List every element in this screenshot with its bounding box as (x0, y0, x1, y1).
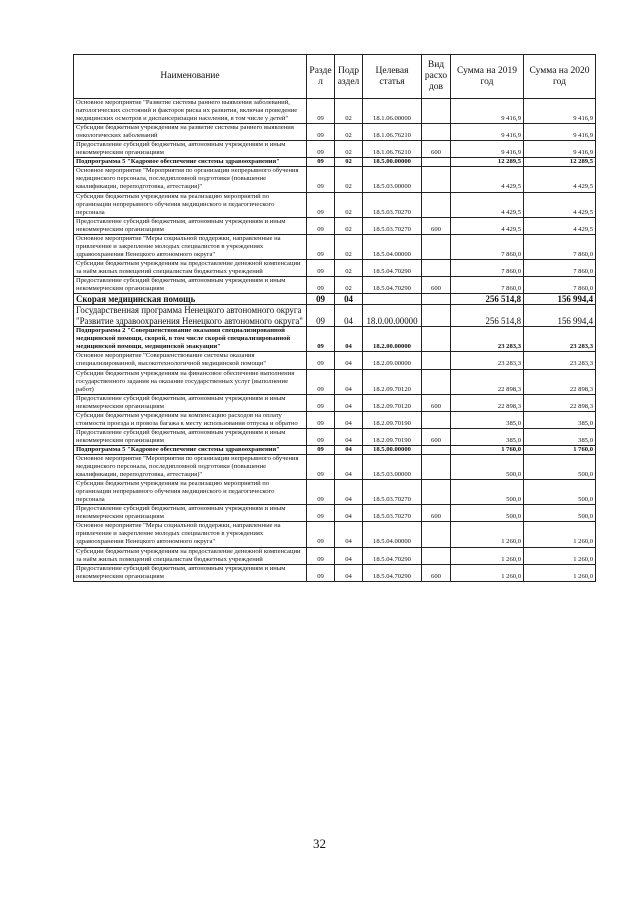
table-row (74, 564, 596, 581)
cell-razdel: 09 (307, 217, 335, 234)
cell-target-article: 18.2.09.00000 (363, 352, 422, 369)
table-row (74, 522, 596, 547)
cell-sum-2019: 12 289,5 (451, 158, 524, 167)
cell-podrazdel: 02 (335, 99, 363, 124)
cell-sum-2020: 385,0 (524, 411, 596, 428)
cell-expense-type (422, 352, 451, 369)
cell-podrazdel: 02 (335, 158, 363, 167)
cell-expense-type (422, 192, 451, 217)
cell-target-article: 18.5.03.70270 (363, 505, 422, 522)
cell-podrazdel: 02 (335, 259, 363, 276)
header-razdel: Разде л (307, 55, 335, 99)
cell-sum-2020: 9 416,9 (524, 99, 596, 124)
cell-razdel: 09 (307, 505, 335, 522)
table-row (74, 124, 596, 141)
cell-name: Предоставление субсидий бюджетным, автономным учреждениям и иным некоммерческим организациям (74, 428, 307, 445)
cell-razdel: 09 (307, 455, 335, 480)
cell-name: Субсидии бюджетным учреждениям на реализацию мероприятий по организации непрерывного обучения медицинского и педагогического персонала (74, 480, 307, 505)
cell-sum-2020: 500,0 (524, 455, 596, 480)
cell-podrazdel: 04 (335, 445, 363, 454)
cell-sum-2020: 22 898,3 (524, 394, 596, 411)
table-row (74, 369, 596, 394)
cell-podrazdel: 02 (335, 141, 363, 158)
cell-sum-2020: 500,0 (524, 480, 596, 505)
cell-sum-2020: 23 283,3 (524, 352, 596, 369)
cell-sum-2019: 385,0 (451, 411, 524, 428)
cell-target-article: 18.5.04.70290 (363, 547, 422, 564)
cell-expense-type (422, 167, 451, 192)
table-header-row (74, 55, 596, 99)
cell-name: Государственная программа Ненецкого автономного округа "Развитие здравоохранения Ненецкого автономного округа" (74, 305, 307, 327)
table-row (74, 352, 596, 369)
cell-sum-2019: 500,0 (451, 455, 524, 480)
cell-razdel: 09 (307, 480, 335, 505)
table-row (74, 158, 596, 167)
cell-target-article: 18.5.00.00000 (363, 445, 422, 454)
cell-razdel: 09 (307, 141, 335, 158)
cell-expense-type (422, 522, 451, 547)
cell-sum-2019: 23 283,3 (451, 327, 524, 352)
cell-name: Основное мероприятие "Совершенствование системы оказания специализированной, высокотехнологичной медицинской помощи" (74, 352, 307, 369)
cell-name: Основное мероприятие "Мероприятия по организации непрерывного обучения медицинского персонала, последипломной подготовки (повышение квалификации, переподготовка, аттестация)" (74, 455, 307, 480)
cell-expense-type (422, 327, 451, 352)
cell-name: Субсидии бюджетным учреждениям на компенсацию расходов на оплату стоимости проезда и провоза багажа к месту использования отпуска и обратно (74, 411, 307, 428)
cell-sum-2020: 500,0 (524, 505, 596, 522)
cell-sum-2020: 385,0 (524, 428, 596, 445)
cell-podrazdel: 04 (335, 480, 363, 505)
cell-razdel: 09 (307, 352, 335, 369)
cell-podrazdel: 02 (335, 192, 363, 217)
cell-podrazdel: 04 (335, 428, 363, 445)
cell-name: Скорая медицинская помощь (74, 294, 307, 305)
cell-sum-2020: 156 994,4 (524, 305, 596, 327)
cell-expense-type: 600 (422, 564, 451, 581)
cell-podrazdel: 04 (335, 411, 363, 428)
cell-razdel: 09 (307, 327, 335, 352)
cell-expense-type (422, 259, 451, 276)
cell-name: Субсидии бюджетным учреждениям на реализацию мероприятий по организации непрерывного обучения медицинского и педагогического персонала (74, 192, 307, 217)
cell-razdel: 09 (307, 369, 335, 394)
cell-podrazdel: 04 (335, 547, 363, 564)
table-row (74, 234, 596, 259)
cell-expense-type: 600 (422, 428, 451, 445)
cell-target-article: 18.5.00.00000 (363, 158, 422, 167)
cell-expense-type (422, 305, 451, 327)
cell-sum-2019: 22 898,3 (451, 369, 524, 394)
cell-name: Подпрограмма 2 "Совершенствование оказания специализированной медицинской помощи, скорой, в том числе скорой специализированной медицинской помощи, медицинской эвакуации" (74, 327, 307, 352)
cell-expense-type (422, 547, 451, 564)
cell-name: Основное мероприятие "Развитие системы раннего выявления заболеваний, патологических состояний и факторов риска их развития, включая проведение медицинских осмотров и диспансеризации населения, в том числе у детей" (74, 99, 307, 124)
table-row (74, 192, 596, 217)
cell-razdel: 09 (307, 445, 335, 454)
cell-sum-2019: 1 260,0 (451, 522, 524, 547)
header-expense-type: Вид расхо дов (422, 55, 451, 99)
cell-razdel: 09 (307, 276, 335, 293)
cell-sum-2019: 7 860,0 (451, 276, 524, 293)
cell-expense-type (422, 369, 451, 394)
table-row (74, 455, 596, 480)
cell-expense-type (422, 455, 451, 480)
table-row (74, 394, 596, 411)
cell-sum-2019: 4 429,5 (451, 167, 524, 192)
cell-expense-type (422, 158, 451, 167)
cell-name: Основное мероприятие "Меры социальной поддержки, направленные на привлечение и закрепление молодых специалистов в учреждениях здравоохранения Ненецкого автономного округа" (74, 522, 307, 547)
budget-table (73, 54, 596, 582)
cell-name: Предоставление субсидий бюджетным, автономным учреждениям и иным некоммерческим организациям (74, 276, 307, 293)
cell-target-article: 18.5.04.70290 (363, 564, 422, 581)
table-row (74, 167, 596, 192)
cell-target-article (363, 294, 422, 305)
cell-target-article: 18.2.00.00000 (363, 327, 422, 352)
cell-razdel: 09 (307, 294, 335, 305)
cell-podrazdel: 04 (335, 564, 363, 581)
cell-target-article: 18.2.09.70190 (363, 411, 422, 428)
cell-sum-2019: 500,0 (451, 480, 524, 505)
cell-podrazdel: 04 (335, 369, 363, 394)
cell-razdel: 09 (307, 192, 335, 217)
cell-podrazdel: 02 (335, 124, 363, 141)
cell-expense-type: 600 (422, 505, 451, 522)
cell-razdel: 09 (307, 428, 335, 445)
cell-name: Предоставление субсидий бюджетным, автономным учреждениям и иным некоммерческим организациям (74, 505, 307, 522)
cell-podrazdel: 02 (335, 276, 363, 293)
cell-sum-2019: 9 416,9 (451, 124, 524, 141)
cell-target-article: 18.1.06.76210 (363, 124, 422, 141)
cell-name: Предоставление субсидий бюджетным, автономным учреждениям и иным некоммерческим организациям (74, 217, 307, 234)
cell-name: Субсидии бюджетным учреждениям на развитие системы раннего выявления онкологических заболеваний (74, 124, 307, 141)
cell-expense-type: 600 (422, 217, 451, 234)
cell-razdel: 09 (307, 234, 335, 259)
cell-sum-2020: 1 260,0 (524, 547, 596, 564)
cell-sum-2019: 9 416,9 (451, 141, 524, 158)
table-row (74, 99, 596, 124)
cell-name: Подпрограмма 5 "Кадровое обеспечение системы здравоохранения" (74, 158, 307, 167)
cell-podrazdel: 04 (335, 522, 363, 547)
cell-razdel: 09 (307, 522, 335, 547)
cell-target-article: 18.5.04.70290 (363, 259, 422, 276)
cell-expense-type: 600 (422, 394, 451, 411)
budget-table-sheet (73, 54, 595, 582)
table-row (74, 305, 596, 327)
cell-razdel: 09 (307, 305, 335, 327)
cell-target-article: 18.2.09.70120 (363, 394, 422, 411)
cell-name: Предоставление субсидий бюджетным, автономным учреждениям и иным некоммерческим организациям (74, 564, 307, 581)
table-row (74, 294, 596, 305)
cell-razdel: 09 (307, 394, 335, 411)
table-row (74, 547, 596, 564)
cell-target-article: 18.0.00.00000 (363, 305, 422, 327)
cell-podrazdel: 02 (335, 234, 363, 259)
cell-sum-2020: 22 898,3 (524, 369, 596, 394)
table-row (74, 505, 596, 522)
cell-razdel: 09 (307, 158, 335, 167)
table-row (74, 411, 596, 428)
cell-podrazdel: 02 (335, 167, 363, 192)
cell-name: Основное мероприятие "Меры социальной поддержки, направленные на привлечение и закрепление молодых специалистов в учреждениях здравоохранения Ненецкого автономного округа" (74, 234, 307, 259)
cell-sum-2019: 500,0 (451, 505, 524, 522)
cell-name: Субсидии бюджетным учреждениям на предоставление денежной компенсации за наём жилых помещений специалистам бюджетных учреждений (74, 259, 307, 276)
cell-expense-type (422, 411, 451, 428)
cell-sum-2020: 4 429,5 (524, 192, 596, 217)
cell-target-article: 18.5.03.70270 (363, 192, 422, 217)
cell-sum-2019: 256 514,8 (451, 305, 524, 327)
cell-razdel: 09 (307, 259, 335, 276)
cell-podrazdel: 04 (335, 352, 363, 369)
cell-sum-2019: 256 514,8 (451, 294, 524, 305)
table-row (74, 141, 596, 158)
cell-sum-2019: 1 760,0 (451, 445, 524, 454)
cell-sum-2020: 1 260,0 (524, 564, 596, 581)
cell-sum-2019: 1 260,0 (451, 547, 524, 564)
cell-sum-2020: 7 860,0 (524, 276, 596, 293)
cell-sum-2019: 23 283,3 (451, 352, 524, 369)
cell-expense-type: 600 (422, 276, 451, 293)
cell-razdel: 09 (307, 167, 335, 192)
cell-podrazdel: 04 (335, 305, 363, 327)
cell-expense-type (422, 294, 451, 305)
cell-podrazdel: 04 (335, 327, 363, 352)
cell-sum-2019: 385,0 (451, 428, 524, 445)
cell-name: Субсидии бюджетным учреждениям на предоставление денежной компенсации за наём жилых помещений специалистам бюджетных учреждений (74, 547, 307, 564)
header-name: Наименование (74, 55, 307, 99)
cell-sum-2019: 9 416,9 (451, 99, 524, 124)
cell-name: Предоставление субсидий бюджетным, автономным учреждениям и иным некоммерческим организациям (74, 141, 307, 158)
cell-sum-2019: 4 429,5 (451, 192, 524, 217)
cell-name: Предоставление субсидий бюджетным, автономным учреждениям и иным некоммерческим организациям (74, 394, 307, 411)
cell-expense-type (422, 234, 451, 259)
table-row (74, 276, 596, 293)
cell-sum-2020: 9 416,9 (524, 124, 596, 141)
cell-target-article: 18.5.03.70270 (363, 480, 422, 505)
cell-razdel: 09 (307, 99, 335, 124)
cell-sum-2019: 4 429,5 (451, 217, 524, 234)
table-row (74, 428, 596, 445)
header-sum-2020: Сумма на 2020 год (524, 55, 596, 99)
header-podrazdel: Подр аздел (335, 55, 363, 99)
cell-expense-type (422, 124, 451, 141)
table-row (74, 445, 596, 454)
cell-target-article: 18.5.03.70270 (363, 217, 422, 234)
cell-name: Основное мероприятие "Мероприятия по организации непрерывного обучения медицинского персонала, последипломной подготовки (повышение квалификации, переподготовка, аттестация)" (74, 167, 307, 192)
cell-target-article: 18.5.04.70290 (363, 276, 422, 293)
cell-podrazdel: 04 (335, 455, 363, 480)
table-row (74, 327, 596, 352)
cell-podrazdel: 04 (335, 505, 363, 522)
table-row (74, 259, 596, 276)
cell-sum-2020: 1 260,0 (524, 522, 596, 547)
cell-expense-type (422, 480, 451, 505)
cell-name: Субсидии бюджетным учреждениям на финансовое обеспечение выполнения государственного задания на оказание государственных услуг (выполнение работ) (74, 369, 307, 394)
cell-target-article: 18.2.09.70190 (363, 428, 422, 445)
cell-razdel: 09 (307, 547, 335, 564)
cell-razdel: 09 (307, 411, 335, 428)
cell-razdel: 09 (307, 124, 335, 141)
cell-target-article: 18.5.03.00000 (363, 167, 422, 192)
cell-sum-2020: 4 429,5 (524, 167, 596, 192)
cell-target-article: 18.5.03.00000 (363, 455, 422, 480)
cell-name: Подпрограмма 5 "Кадровое обеспечение системы здравоохранения" (74, 445, 307, 454)
cell-sum-2019: 22 898,3 (451, 394, 524, 411)
cell-sum-2019: 7 860,0 (451, 259, 524, 276)
table-row (74, 217, 596, 234)
cell-sum-2019: 7 860,0 (451, 234, 524, 259)
cell-sum-2019: 1 260,0 (451, 564, 524, 581)
cell-podrazdel: 04 (335, 294, 363, 305)
cell-target-article: 18.1.06.76210 (363, 141, 422, 158)
cell-target-article: 18.1.06.00000 (363, 99, 422, 124)
cell-target-article: 18.2.09.70120 (363, 369, 422, 394)
page-number: 32 (313, 836, 326, 851)
cell-sum-2020: 12 289,5 (524, 158, 596, 167)
cell-sum-2020: 4 429,5 (524, 217, 596, 234)
header-sum-2019: Сумма на 2019 год (451, 55, 524, 99)
cell-expense-type: 600 (422, 141, 451, 158)
cell-sum-2020: 7 860,0 (524, 259, 596, 276)
cell-sum-2020: 1 760,0 (524, 445, 596, 454)
cell-expense-type (422, 99, 451, 124)
cell-expense-type (422, 445, 451, 454)
cell-podrazdel: 02 (335, 217, 363, 234)
cell-podrazdel: 04 (335, 394, 363, 411)
cell-target-article: 18.5.04.00000 (363, 234, 422, 259)
table-row (74, 480, 596, 505)
cell-sum-2020: 156 994,4 (524, 294, 596, 305)
cell-sum-2020: 7 860,0 (524, 234, 596, 259)
cell-razdel: 09 (307, 564, 335, 581)
header-target-article: Целевая статья (363, 55, 422, 99)
cell-target-article: 18.5.04.00000 (363, 522, 422, 547)
cell-sum-2020: 23 283,3 (524, 327, 596, 352)
cell-sum-2020: 9 416,9 (524, 141, 596, 158)
